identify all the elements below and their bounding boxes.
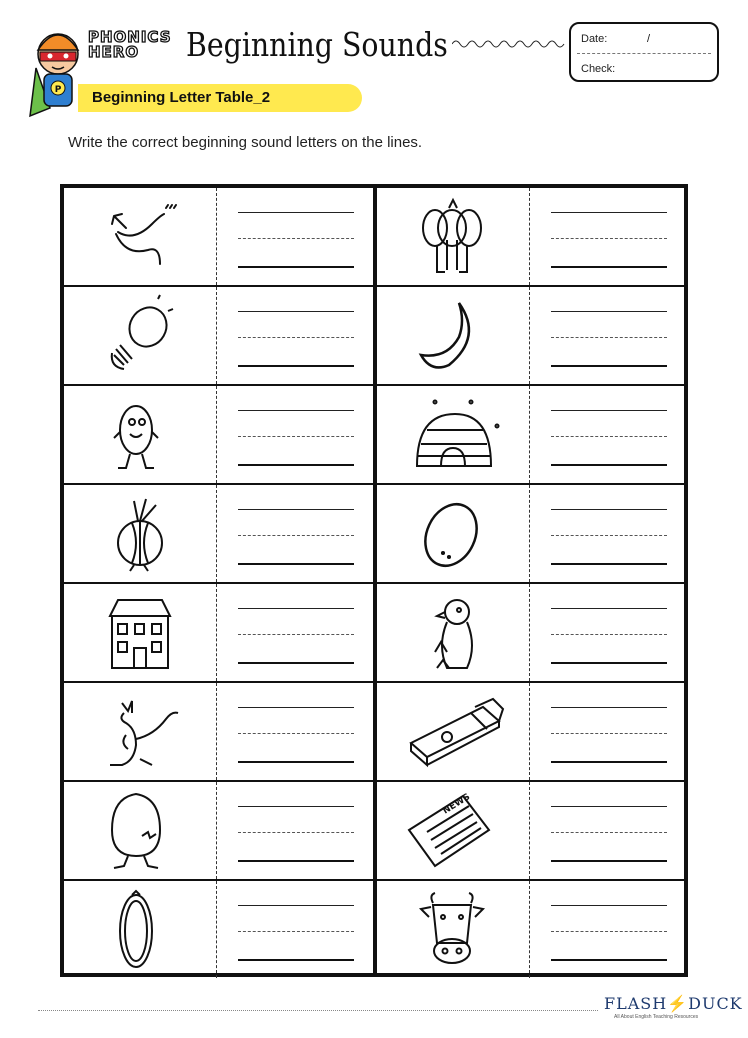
cell-divider [216, 881, 217, 978]
mid-line [551, 337, 667, 338]
base-line [238, 365, 354, 367]
cell-divider [529, 188, 530, 285]
cell-divider [529, 683, 530, 780]
mid-line [551, 832, 667, 833]
writing-lines[interactable] [238, 311, 354, 367]
writing-lines[interactable] [238, 410, 354, 466]
footer-divider [38, 1010, 598, 1011]
table-cell [64, 881, 373, 978]
logo-right: DUCK [688, 994, 743, 1013]
date-box-divider [577, 53, 711, 54]
top-line [238, 410, 354, 411]
base-line [238, 860, 354, 862]
base-line [551, 860, 667, 862]
check-label: Check: [581, 63, 616, 75]
mid-line [238, 931, 354, 932]
top-line [238, 905, 354, 906]
moon-icon [387, 293, 517, 379]
table-cell [377, 287, 684, 384]
top-line [551, 212, 667, 213]
mirror-icon [74, 887, 204, 973]
mid-line [551, 634, 667, 635]
writing-lines[interactable] [238, 509, 354, 565]
writing-lines[interactable] [551, 212, 667, 268]
worksheet-banner [78, 84, 362, 112]
writing-lines[interactable] [238, 707, 354, 763]
top-line [551, 707, 667, 708]
date-separator: / [647, 33, 651, 45]
elephant-icon [387, 194, 517, 280]
top-line [238, 608, 354, 609]
egg-icon [74, 788, 204, 874]
base-line [551, 365, 667, 367]
cell-divider [529, 782, 530, 879]
cell-divider [529, 584, 530, 681]
cell-divider [216, 584, 217, 681]
writing-lines[interactable] [238, 212, 354, 268]
mid-line [238, 733, 354, 734]
top-line [238, 707, 354, 708]
svg-text:P: P [54, 85, 62, 95]
phonics-hero-mascot-icon [28, 24, 84, 120]
base-line [551, 563, 667, 565]
cell-divider [529, 881, 530, 978]
logo-subtitle: All About English Teaching Resources [614, 1014, 699, 1020]
top-line [551, 311, 667, 312]
writing-lines[interactable] [551, 608, 667, 664]
base-line [238, 761, 354, 763]
mid-line [551, 436, 667, 437]
page-title: Beginning Sounds [186, 25, 448, 64]
mid-line [238, 436, 354, 437]
date-check-box [569, 22, 719, 82]
newspaper-label: NEWS [441, 792, 473, 817]
table-cell [377, 683, 684, 780]
base-line [551, 761, 667, 763]
writing-lines[interactable] [551, 509, 667, 565]
flash-duck-logo [604, 994, 743, 1024]
cell-divider [216, 188, 217, 285]
cell-divider [216, 782, 217, 879]
mid-line [238, 634, 354, 635]
top-line [551, 905, 667, 906]
top-line [551, 608, 667, 609]
mid-line [238, 238, 354, 239]
base-line [238, 464, 354, 466]
house-icon [74, 590, 204, 676]
newspaper-icon [387, 788, 517, 874]
table-cell [64, 485, 373, 582]
decorative-squiggle-icon [452, 36, 568, 52]
base-line [551, 959, 667, 961]
cell-divider [529, 485, 530, 582]
cell-divider [529, 287, 530, 384]
neck-icon [74, 194, 204, 280]
mid-line [551, 238, 667, 239]
writing-lines[interactable] [238, 806, 354, 862]
bolt-icon: ⚡ [667, 994, 689, 1013]
table-cell [64, 782, 373, 879]
brand-line-2: HERO [88, 43, 140, 61]
phonics-hero-logo [88, 30, 180, 66]
mid-line [551, 931, 667, 932]
date-label: Date: [581, 33, 608, 45]
writing-lines[interactable] [238, 608, 354, 664]
light-bulb-icon [74, 293, 204, 379]
table-cell [64, 188, 373, 285]
gum-pack-icon [387, 689, 517, 775]
banner-label: Beginning Letter Table_2 [92, 89, 271, 106]
penguin-icon [387, 590, 517, 676]
logo-left: FLASH [604, 994, 668, 1013]
cell-divider [216, 287, 217, 384]
onion-icon [74, 491, 204, 577]
top-line [238, 509, 354, 510]
table-cell [64, 683, 373, 780]
top-line [551, 509, 667, 510]
top-line [551, 806, 667, 807]
base-line [238, 959, 354, 961]
igloo-icon [387, 392, 517, 478]
lemon-icon [387, 491, 517, 577]
cell-divider [216, 683, 217, 780]
base-line [238, 266, 354, 268]
table-cell [377, 881, 684, 978]
cell-divider [216, 485, 217, 582]
mid-line [551, 535, 667, 536]
top-line [238, 212, 354, 213]
cell-divider [216, 386, 217, 483]
table-cell [64, 386, 373, 483]
table-cell [377, 188, 684, 285]
base-line [551, 266, 667, 268]
brand-line-1: PHONICS [88, 28, 172, 46]
base-line [551, 662, 667, 664]
cow-icon [387, 887, 517, 973]
writing-lines[interactable] [551, 410, 667, 466]
mid-line [238, 832, 354, 833]
egg-character-icon [74, 392, 204, 478]
writing-lines[interactable] [551, 311, 667, 367]
top-line [238, 806, 354, 807]
beginning-letter-table [60, 184, 688, 977]
cell-divider [529, 386, 530, 483]
instruction-text: Write the correct beginning sound letters on the lines. [68, 134, 423, 151]
table-cell [64, 584, 373, 681]
mid-line [238, 337, 354, 338]
base-line [238, 563, 354, 565]
base-line [551, 464, 667, 466]
table-cell [64, 287, 373, 384]
writing-lines[interactable] [238, 905, 354, 961]
mid-line [238, 535, 354, 536]
table-cell [377, 782, 684, 879]
writing-lines[interactable] [551, 707, 667, 763]
table-cell [377, 386, 684, 483]
writing-lines[interactable] [551, 806, 667, 862]
mid-line [551, 733, 667, 734]
kangaroo-icon [74, 689, 204, 775]
writing-lines[interactable] [551, 905, 667, 961]
top-line [551, 410, 667, 411]
table-cell [377, 584, 684, 681]
top-line [238, 311, 354, 312]
table-cell [377, 485, 684, 582]
base-line [238, 662, 354, 664]
